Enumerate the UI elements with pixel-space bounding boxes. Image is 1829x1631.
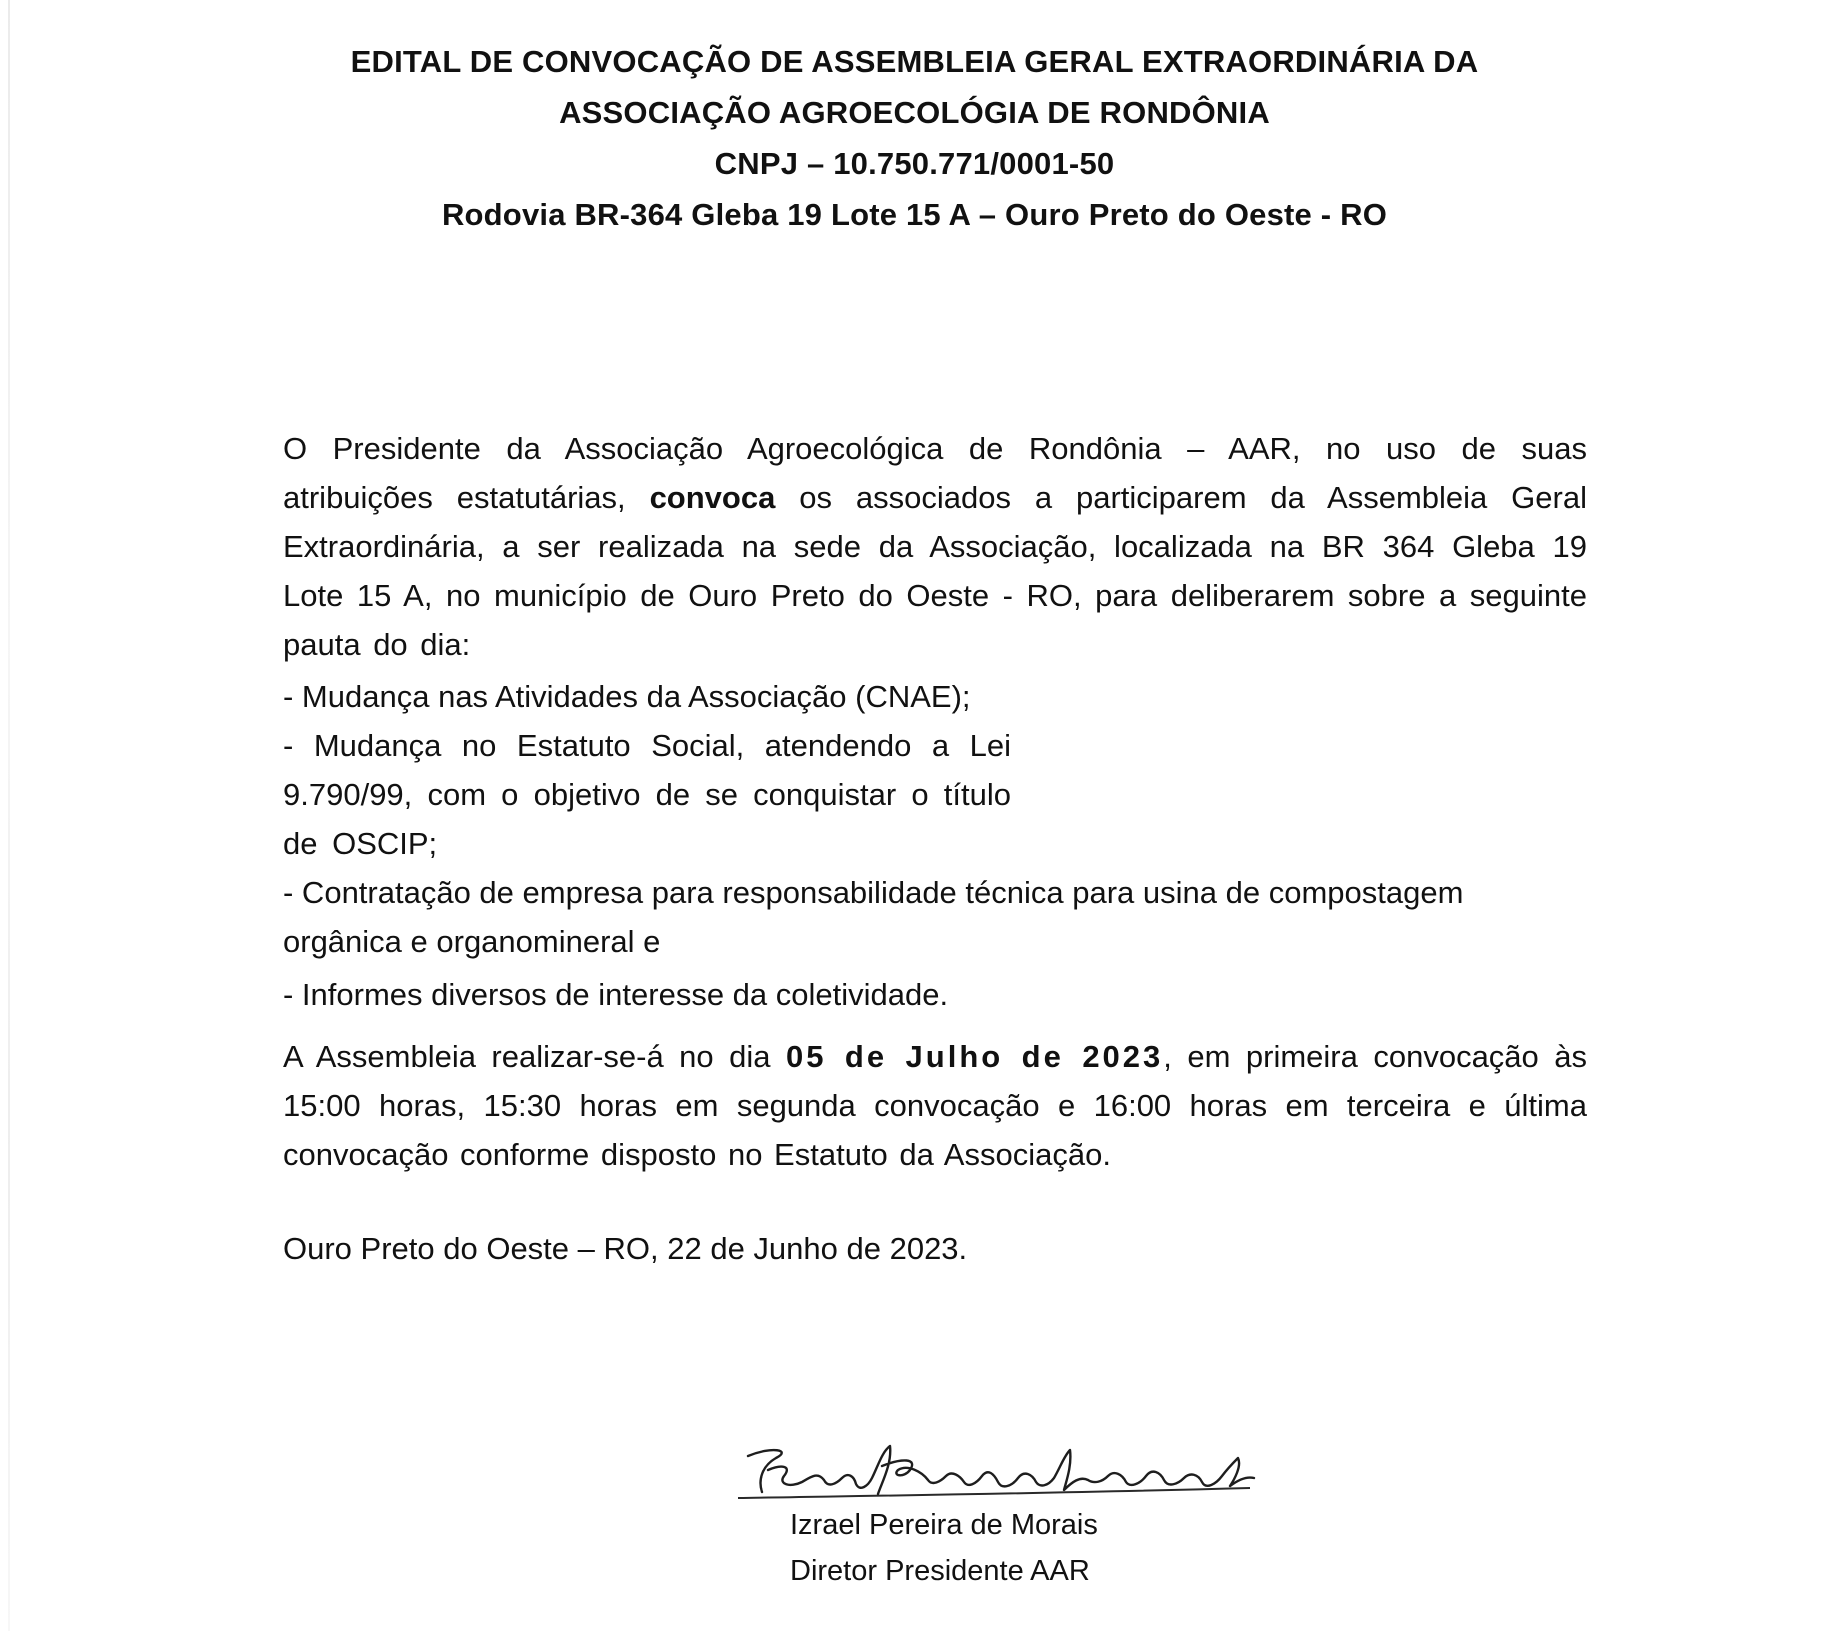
header-cnpj: CNPJ – 10.750.771/0001-50 [714,146,1115,181]
scan-edge [8,0,10,1631]
header-address: Rodovia BR-364 Gleba 19 Lote 15 A – Ouro Preto do Oeste - RO [441,197,1388,232]
intro-text-1: O Presidente da Associação Agroecológica de Rondônia – AAR, no uso de suas atribuições estatutárias, [283,431,1587,515]
intro-paragraph [283,424,1587,669]
assembly-date: 05 de Julho de 2023 [785,1039,1164,1074]
signatory-name: Izrael Pereira de Morais [790,1509,1098,1541]
document-header [0,36,1829,240]
schedule-paragraph [283,1032,1587,1179]
agenda-item: - Mudança nas Atividades da Associação (CNAE); [283,679,971,714]
agenda-item: - Mudança no Estatuto Social, atendendo a Lei 9.790/99, com o objetivo de se conquistar o título de OSCIP; [283,728,1011,861]
intro-text-2: os associados a participarem da Assembleia Geral Extraordinária, a ser realizada na sede da Associação, localizada na BR 364 Gleba 19 Lote 15 A, no município de Ouro Preto do Oeste - RO, para deliberarem sobre a seguinte pauta do dia: [283,480,1587,662]
intro-bold-convoca: convoca [649,480,776,515]
agenda-item: - Informes diversos de interesse da coletividade. [283,977,949,1012]
agenda-list [283,672,1587,1019]
signature-block [700,1502,1220,1594]
header-title-line-2: ASSOCIAÇÃO AGROECOLÓGIA DE RONDÔNIA [559,95,1270,130]
schedule-text-2: , em primeira convocação às 15:00 horas, 15:30 horas em segunda convocação e 16:00 horas em terceira e última convocação conforme disposto no Estatuto da Associação. [283,1039,1587,1172]
schedule-text-1: A Assembleia realizar-se-á no dia [283,1039,786,1074]
signatory-title: Diretor Presidente AAR [790,1555,1090,1587]
header-title-line-1: EDITAL DE CONVOCAÇÃO DE ASSEMBLEIA GERAL EXTRAORDINÁRIA DA [350,44,1479,79]
agenda-item: - Contratação de empresa para responsabilidade técnica para usina de compostagem orgânica e organomineral e [283,875,1464,959]
location-date: Ouro Preto do Oeste – RO, 22 de Junho de 2023. [283,1231,968,1266]
